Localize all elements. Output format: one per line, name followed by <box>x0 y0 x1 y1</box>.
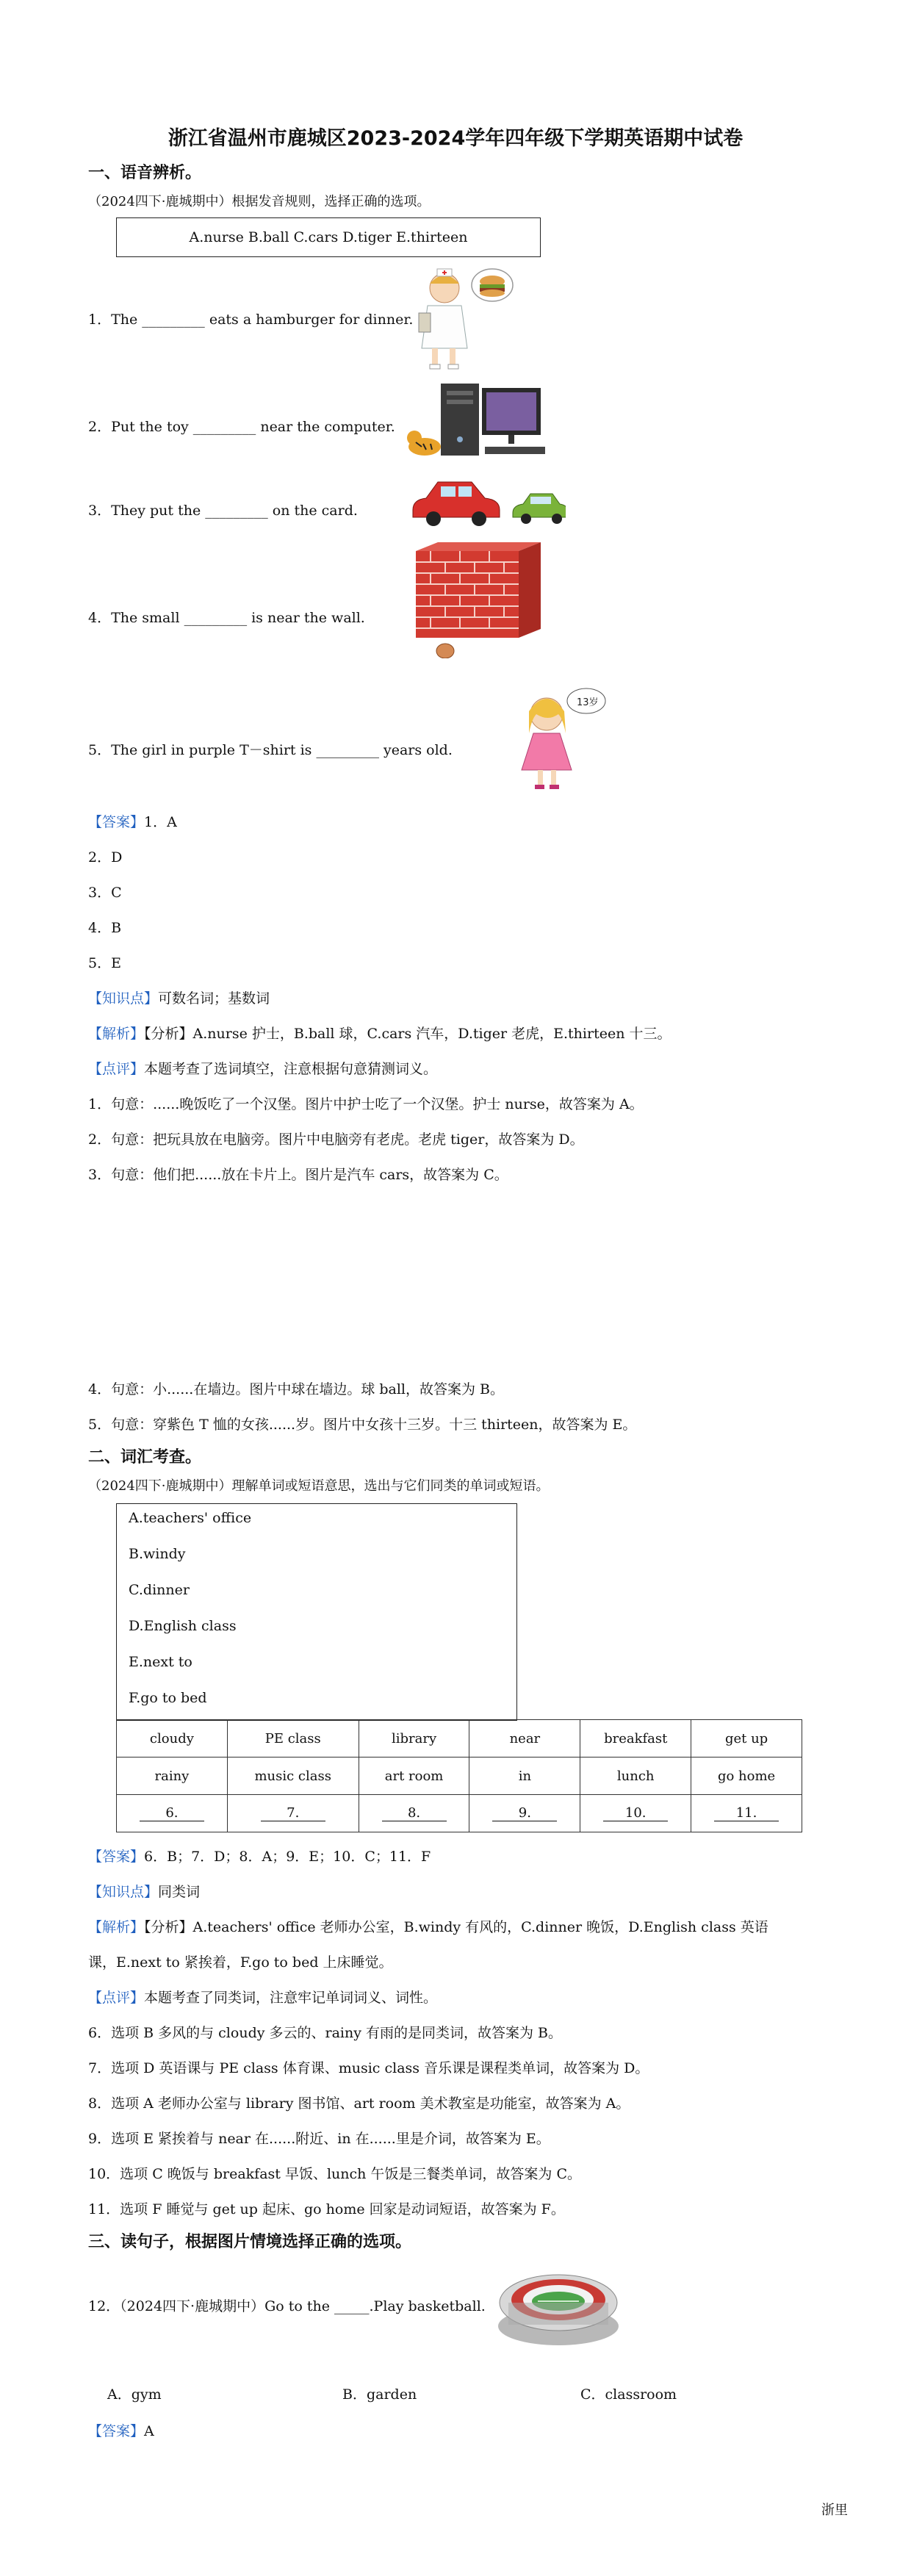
girl-13-picture <box>514 682 610 794</box>
analysis-text: 【分析】A.nurse 护士，B.ball 球，C.cars 汽车，D.tiger 老虎，E.thirteen 十三。 <box>144 1026 671 1042</box>
answer-blank-cell <box>691 1795 802 1832</box>
vocab-option: E.next to <box>129 1654 192 1670</box>
explanation-5: 5．句意：穿紫色 T 恤的女孩......岁。图片中女孩十三岁。十三 thirteen，故答案为 E。 <box>88 1417 637 1433</box>
section2-heading: 二、词汇考查。 <box>88 1448 202 1467</box>
knowledge-tag: 【知识点】 <box>88 1884 159 1900</box>
answer-3: 3．C <box>88 885 122 901</box>
options-text: A.nurse B.ball C.cars D.tiger E.thirteen <box>189 229 468 245</box>
section2-answer-line <box>88 1846 431 1866</box>
section2-analysis-line <box>88 1916 768 1936</box>
answer-blank: 11. <box>714 1805 779 1821</box>
section2-knowledge: 同类词 <box>158 1884 201 1900</box>
section2-source: （2024四下·鹿城期中）理解单词或短语意思，选出与它们同类的单词或短语。 <box>88 1478 550 1494</box>
section2-answer: 6．B；7．D；8．A；9．E；10．C；11．F <box>144 1849 431 1865</box>
table-cell: music class <box>227 1757 359 1795</box>
answer-5: 5．E <box>88 955 121 971</box>
table-cell: library <box>359 1720 469 1757</box>
cars-picture <box>410 475 566 530</box>
section2-analysis: 【分析】A.teachers' office 老师办公室，B.windy 有风的，C.dinner 晚饭，D.English class 英语 <box>144 1919 768 1935</box>
choice-a: A．gym <box>107 2386 162 2403</box>
comment-line <box>88 1058 437 1078</box>
answer-2: 2．D <box>88 849 123 866</box>
question-5: 5．The girl in purple T－shirt is _________ years old. <box>88 742 453 758</box>
vocab-options-box <box>116 1503 517 1721</box>
section2-explanation: 8．选项 A 老师办公室与 library 图书馆、art room 美术教室是功能室，故答案为 A。 <box>88 2095 630 2112</box>
nurse-hamburger-picture <box>411 262 514 370</box>
answer-blank-cell <box>580 1795 691 1832</box>
brick-wall-ball-picture <box>416 542 545 658</box>
table-cell: in <box>469 1757 580 1795</box>
answer-blank: 7. <box>261 1805 325 1821</box>
answer-tag: 【答案】 <box>88 1849 145 1865</box>
vocab-option: A.teachers' office <box>129 1510 252 1526</box>
question-3: 3．They put the _________ on the card. <box>88 503 358 519</box>
section2-explanation: 7．选项 D 英语课与 PE class 体育课、music class 音乐课是课程类单词，故答案为 D。 <box>88 2060 649 2076</box>
analysis-tag: 【解析】 <box>88 1026 145 1042</box>
vocab-option: F.go to bed <box>129 1690 207 1706</box>
section2-analysis-cont: 课，E.next to 紧挨着，F.go to bed 上床睡觉。 <box>88 1954 393 1971</box>
answer-blank-cell <box>469 1795 580 1832</box>
answer-blank-cell <box>117 1795 228 1832</box>
question-4: 4．The small _________ is near the wall. <box>88 610 365 626</box>
table-cell: art room <box>359 1757 469 1795</box>
explanation-2: 2．句意：把玩具放在电脑旁。图片中电脑旁有老虎。老虎 tiger，故答案为 D。 <box>88 1132 584 1148</box>
explanation-4: 4．句意：小......在墙边。图片中球在墙边。球 ball，故答案为 B。 <box>88 1381 505 1397</box>
section2-knowledge-line <box>88 1881 200 1901</box>
choice-c: C．classroom <box>580 2386 677 2403</box>
table-cell: go home <box>691 1757 802 1795</box>
analysis-tag: 【解析】 <box>88 1919 145 1935</box>
answer-blank: 10. <box>603 1805 668 1821</box>
question-1: 1．The _________ eats a hamburger for dinner. <box>88 312 414 328</box>
knowledge-text: 可数名词；基数词 <box>158 990 270 1007</box>
section2-comment: 本题考查了同类词，注意牢记单词词义、词性。 <box>144 1990 438 2006</box>
table-cell: near <box>469 1720 580 1757</box>
section3-heading: 三、读句子，根据图片情境选择正确的选项。 <box>88 2233 412 2251</box>
table-cell: breakfast <box>580 1720 691 1757</box>
comment-text: 本题考查了选词填空，注意根据句意猜测词义。 <box>144 1061 438 1077</box>
answer-1: 1．A <box>144 814 177 830</box>
table-row <box>117 1757 802 1795</box>
explanation-1: 1．句意：......晚饭吃了一个汉堡。图片中护士吃了一个汉堡。护士 nurse，故答案为 A。 <box>88 1096 644 1112</box>
vocab-option: D.English class <box>129 1618 237 1634</box>
table-row <box>117 1720 802 1757</box>
section2-explanation: 10．选项 C 晚饭与 breakfast 早饭、lunch 午饭是三餐类单词，故答案为 C。 <box>88 2166 581 2182</box>
question-12: 12．（2024四下·鹿城期中）Go to the _____.Play basketball. <box>88 2298 486 2314</box>
analysis-line <box>88 1023 671 1043</box>
table-cell: get up <box>691 1720 802 1757</box>
answer-tag: 【答案】 <box>88 2423 145 2439</box>
age-bubble-text: 13岁 <box>577 697 599 708</box>
answer-tag: 【答案】 <box>88 814 145 830</box>
section1-source: （2024四下·鹿城期中）根据发音规则，选择正确的选项。 <box>88 194 431 209</box>
section2-explanation: 6．选项 B 多风的与 cloudy 多云的、rainy 有雨的是同类词，故答案为 B。 <box>88 2025 562 2041</box>
vocab-option: C.dinner <box>129 1582 190 1598</box>
table-cell: lunch <box>580 1757 691 1795</box>
answer-4: 4．B <box>88 920 122 936</box>
section2-explanation: 9．选项 E 紧挨着与 near 在......附近、in 在......里是介词，故答案为 E。 <box>88 2131 550 2147</box>
computer-tiger-picture <box>406 382 551 464</box>
table-cell: cloudy <box>117 1720 228 1757</box>
page-footer: 浙里 <box>821 2503 848 2518</box>
knowledge-tag: 【知识点】 <box>88 990 159 1007</box>
table-cell: rainy <box>117 1757 228 1795</box>
stadium-picture <box>494 2260 623 2351</box>
section3-answer-line <box>88 2420 154 2440</box>
answer-line-1 <box>88 811 177 831</box>
question-2: 2．Put the toy _________ near the computer. <box>88 419 395 435</box>
explanation-3: 3．句意：他们把......放在卡片上。图片是汽车 cars，故答案为 C。 <box>88 1167 508 1183</box>
vocab-table <box>116 1719 802 1832</box>
answer-blank: 8. <box>382 1805 447 1821</box>
options-box <box>116 217 541 257</box>
table-cell: PE class <box>227 1720 359 1757</box>
section1-heading: 一、语音辨析。 <box>88 164 202 182</box>
knowledge-line <box>88 987 270 1007</box>
comment-tag: 【点评】 <box>88 1061 145 1077</box>
page-title: 浙江省温州市鹿城区2023-2024学年四年级下学期英语期中试卷 <box>168 127 743 150</box>
answer-blank: 6. <box>140 1805 204 1821</box>
answer-blank-cell <box>359 1795 469 1832</box>
section2-comment-line <box>88 1987 437 2007</box>
answer-blank: 9. <box>492 1805 557 1821</box>
vocab-option: B.windy <box>129 1546 186 1562</box>
answer-blank-cell <box>227 1795 359 1832</box>
choice-b: B．garden <box>342 2386 417 2403</box>
table-row <box>117 1795 802 1832</box>
section3-answer: A <box>144 2423 154 2439</box>
section2-explanation: 11．选项 F 睡觉与 get up 起床、go home 回家是动词短语，故答案为 F。 <box>88 2201 565 2217</box>
comment-tag: 【点评】 <box>88 1990 145 2006</box>
